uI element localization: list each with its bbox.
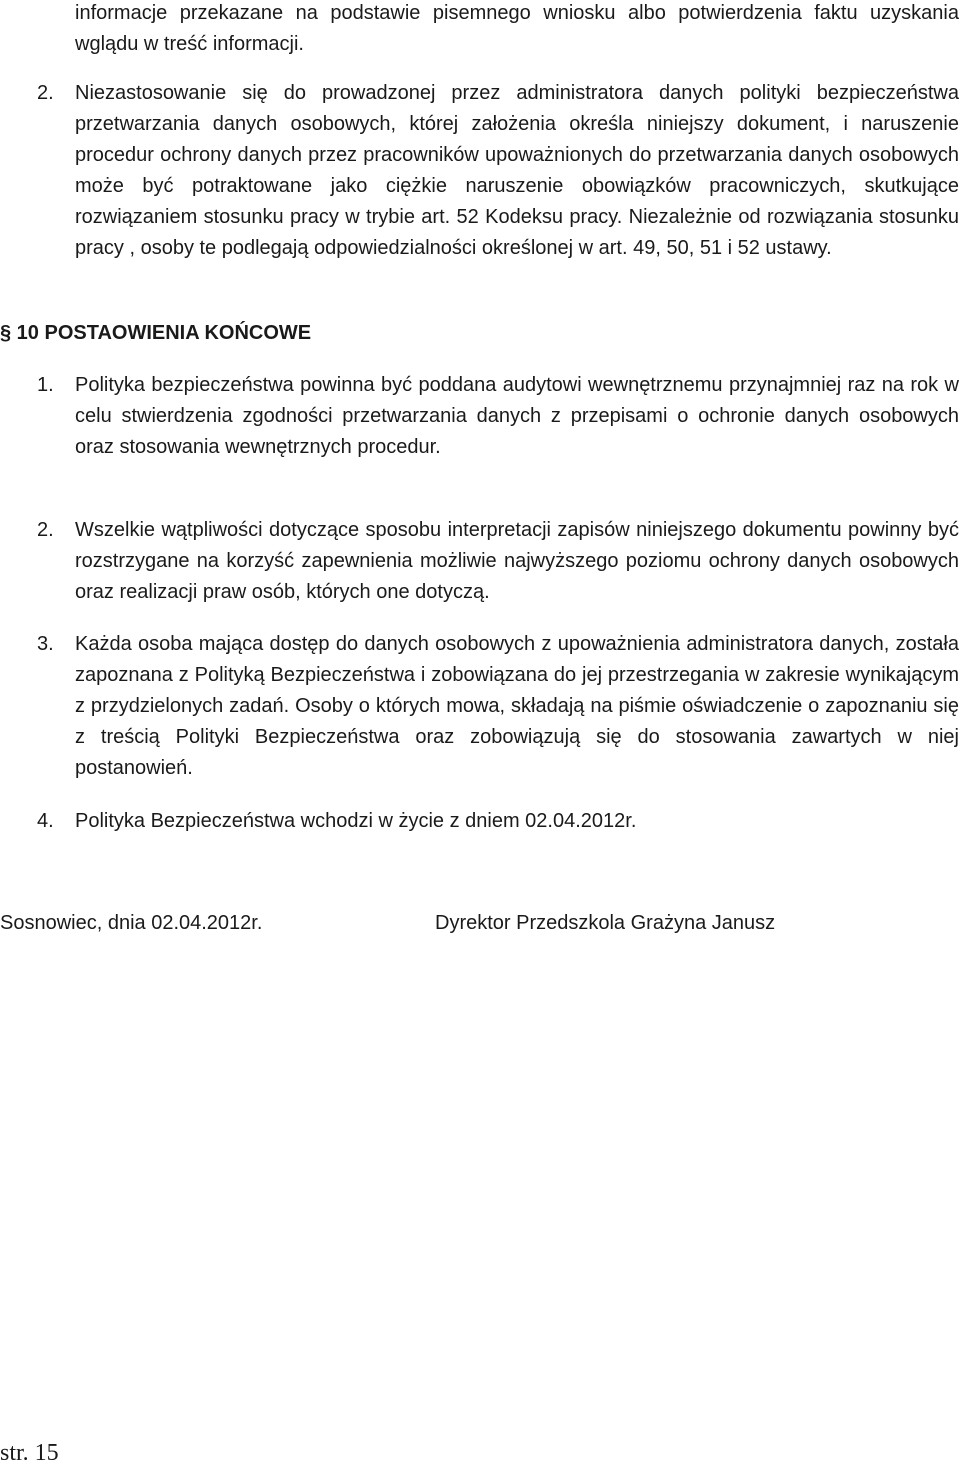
page-number: str. 15 xyxy=(0,1440,59,1466)
intro-paragraph: informacje przekazane na podstawie pisemnego wniosku albo potwierdzenia faktu uzyskania wglądu w treść informacji. xyxy=(75,2,959,55)
final-item-2-paragraph: Wszelkie wątpliwości dotyczące sposobu interpretacji zapisów niniejszego dokumentu powinny być rozstrzygane na korzyść zapewnienia możliwie najwyższego poziomu ochrony danych osobowych oraz realizacji praw osób, których one dotyczą. xyxy=(75,519,959,603)
signature-place-date: Sosnowiec, dnia 02.04.2012r. xyxy=(0,912,263,934)
item-2-number: 2. xyxy=(37,82,54,104)
final-item-4-number: 4. xyxy=(37,810,54,832)
signature-signer: Dyrektor Przedszkola Grażyna Janusz xyxy=(435,912,776,934)
final-item-3-paragraph: Każda osoba mająca dostęp do danych osobowych z upoważnienia administratora danych, została zapoznana z Polityką Bezpieczeństwa i zobowiązana do jej przestrzegania w zakresie wynikającym z przydzielonych zadań. Osoby o których mowa, składają na piśmie oświadczenie o zapoznaniu się z treścią Polityki Bezpieczeństwa oraz zobowiązują się do stosowania zawartych w niej postanowień. xyxy=(75,633,959,779)
final-item-1-number: 1. xyxy=(37,374,54,396)
final-item-1-paragraph: Polityka bezpieczeństwa powinna być poddana audytowi wewnętrznemu przynajmniej raz na rok w celu stwierdzenia zgodności przetwarzania danych z przepisami o ochronie danych osobowych oraz stosowania wewnętrznych procedur. xyxy=(75,374,959,458)
final-item-3-number: 3. xyxy=(37,633,54,655)
section-heading: § 10 POSTAOWIENIA KOŃCOWE xyxy=(0,322,312,344)
final-item-2-number: 2. xyxy=(37,519,54,541)
final-item-4-paragraph: Polityka Bezpieczeństwa wchodzi w życie z dniem 02.04.2012r. xyxy=(75,810,637,832)
item-2-paragraph: Niezastosowanie się do prowadzonej przez administratora danych polityki bezpieczeństwa przetwarzania danych osobowych, której założenia określa niniejszy dokument, i naruszenie procedur ochrony danych przez pracowników upoważnionych do przetwarzania danych osobowych może być potraktowane jako ciężkie naruszenie obowiązków pracowniczych, skutkujące rozwiązaniem stosunku pracy w trybie art. 52 Kodeksu pracy. Niezależnie od rozwiązania stosunku pracy , osoby te podlegają odpowiedzialności określonej w art. 49, 50, 51 i 52 ustawy. xyxy=(75,82,959,259)
